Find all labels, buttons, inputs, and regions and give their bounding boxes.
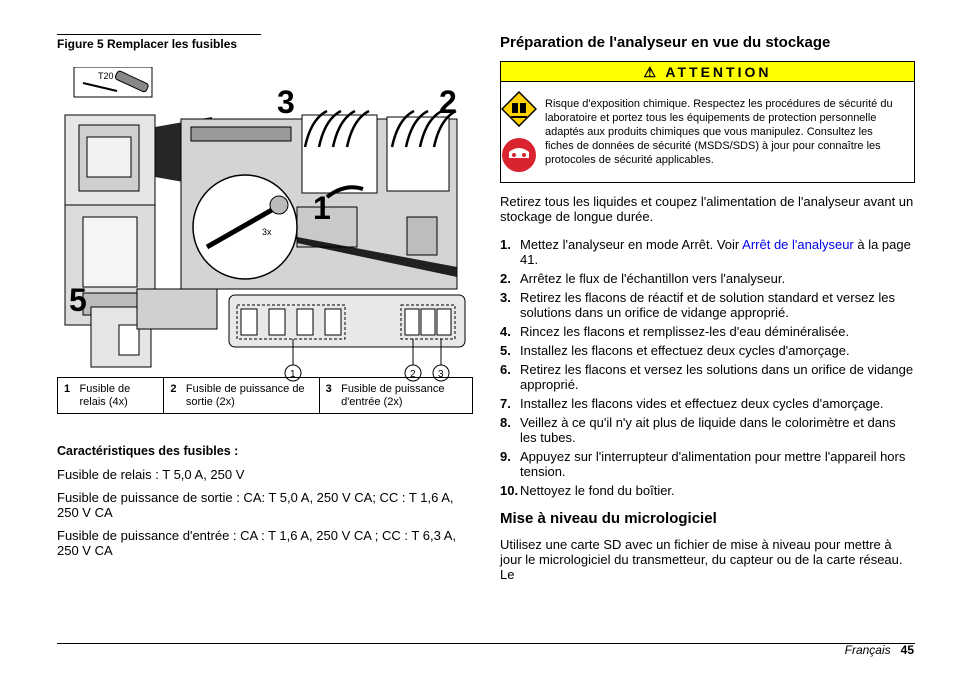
step-number-5: 5 — [69, 282, 87, 318]
figure-legend-table — [57, 377, 473, 414]
storage-steps-list — [500, 237, 915, 498]
screw-head — [270, 196, 288, 214]
list-item: 8. Veillez à ce qu'il n'y ait plus de liquide dans le colorimètre et dans les tubes. — [500, 415, 896, 445]
footer-divider — [57, 643, 915, 644]
screw-count: 3x — [262, 227, 272, 237]
attention-label: ATTENTION — [665, 64, 772, 80]
tool-label: T20 — [98, 71, 114, 81]
footer-language: Français — [844, 643, 891, 657]
specs-title: Caractéristiques des fusibles : — [57, 444, 239, 458]
legend-num: 2 — [164, 378, 180, 414]
svg-text:1: 1 — [290, 369, 296, 380]
list-item: 2. Arrêtez le flux de l'échantillon vers l'analyseur. — [500, 271, 786, 286]
list-item: 6. Retirez les flacons et versez les solutions dans un orifice de vidange approprié. — [500, 362, 914, 392]
list-item: 7. Installez les flacons vides et effectuez deux cycles d'amorçage. — [500, 396, 884, 411]
left-column — [57, 34, 473, 558]
chemical-hazard-icon — [501, 91, 537, 127]
storage-intro: Retirez tous les liquides et coupez l'alimentation de l'analyseur avant un stockage de longue durée. — [500, 194, 914, 224]
fuse-replacement-figure — [57, 67, 473, 383]
section-title-firmware: Mise à niveau du micrologiciel — [500, 510, 717, 527]
fuse-specifications — [57, 444, 473, 566]
step-number-2: 2 — [439, 84, 457, 120]
warning-triangle-icon: ⚠ — [643, 64, 660, 80]
list-item: 10. Nettoyez le fond du boîtier. — [500, 483, 675, 498]
page-number: 45 — [900, 643, 914, 657]
legend-num: 1 — [58, 378, 74, 414]
svg-text:2: 2 — [410, 369, 416, 380]
spec-line: Fusible de puissance de sortie : CA: T 5,0 A, 250 V CA; CC : T 1,6 A, 250 V CA — [57, 490, 454, 520]
legend-num: 3 — [319, 378, 335, 414]
step-number-3: 3 — [277, 84, 295, 120]
right-column — [500, 34, 915, 582]
attention-box — [500, 61, 915, 183]
page-footer — [845, 643, 914, 657]
list-item: 1. Mettez l'analyseur en mode Arrêt. Voir Arrêt de l'analyseur à la page 41. — [500, 237, 911, 267]
list-item: 9. Appuyez sur l'interrupteur d'alimentation pour mettre l'appareil hors tension. — [500, 449, 906, 479]
legend-text: Fusible de puissance d'entrée (2x) — [335, 378, 472, 414]
section-title-storage: Préparation de l'analyseur en vue du stockage — [500, 34, 831, 51]
attention-text: Risque d'exposition chimique. Respectez les procédures de sécurité du laboratoire et portez tous les équipements de protection personnelle adaptés aux produits chimiques que vous manipulez. Consultez les fiches de données de sécurité (MSDS/SDS) à jour pour connaître les protocoles de sécurité applicables. — [545, 98, 893, 166]
attention-header — [501, 62, 914, 82]
figure-caption: Figure 5 Remplacer les fusibles — [57, 34, 261, 51]
spec-line: Fusible de relais : T 5,0 A, 250 V — [57, 467, 245, 482]
svg-text:3: 3 — [438, 369, 444, 380]
legend-text: Fusible de puissance de sortie (2x) — [180, 378, 319, 414]
protective-equipment-icon — [501, 137, 537, 173]
spec-line: Fusible de puissance d'entrée : CA : T 1,6 A, 250 V CA ; CC : T 6,3 A, 250 V CA — [57, 528, 456, 558]
stop-analyzer-link[interactable]: Arrêt de l'analyseur — [742, 237, 854, 252]
list-item: 5. Installez les flacons et effectuez deux cycles d'amorçage. — [500, 343, 850, 358]
firmware-paragraph: Utilisez une carte SD avec un fichier de mise à niveau pour mettre à jour le micrologiciel du transmetteur, du capteur ou de la carte réseau. Le — [500, 537, 903, 582]
list-item: 3. Retirez les flacons de réactif et de solution standard et versez les solutions dans un orifice de vidange approprié. — [500, 290, 896, 320]
legend-text: Fusible de relais (4x) — [74, 378, 164, 414]
fuse-closeup — [229, 295, 465, 347]
list-item: 4. Rincez les flacons et remplissez-les d'eau déminéralisée. — [500, 324, 850, 339]
fuse-illustration — [57, 67, 473, 383]
step-number-1: 1 — [313, 190, 331, 226]
